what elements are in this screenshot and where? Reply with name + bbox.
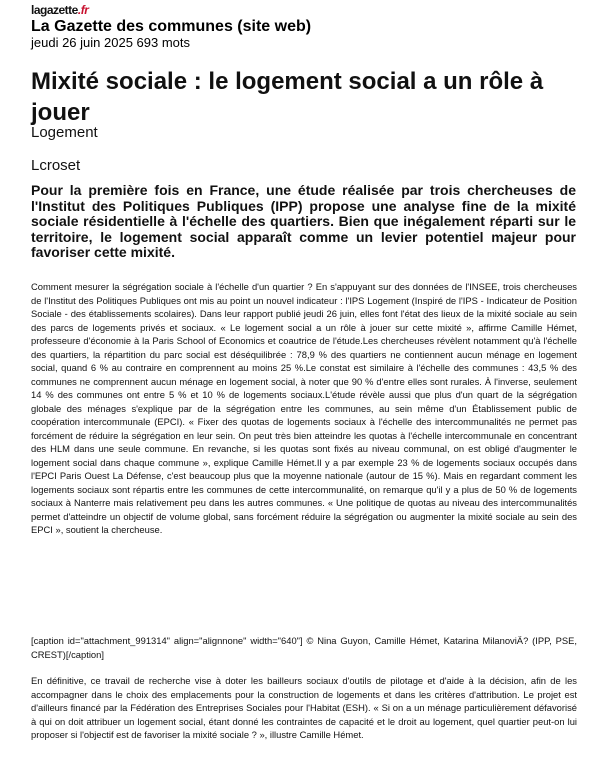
gazette-logo	[31, 3, 88, 19]
article-meta: jeudi 26 juin 2025 693 mots	[31, 35, 191, 50]
image-caption: [caption id="attachment_991314" align="alignnone" width="640"] © Nina Guyon, Camille Hémet, Katarina MilanoviÄ? (IPP, PSE, CREST)[/caption]	[31, 635, 577, 660]
article-lead: Pour la première fois en France, une étude réalisée par trois chercheuses de l'Institut des Politiques Publiques (IPP) propose une analyse fine de la mixité sociale résidentielle à l'échelle des quartiers. Bien que inégalement réparti sur le territoire, le logement social apparaît comme un levier potentiel majeur pour favoriser cette mixité.	[31, 182, 576, 260]
publication-name: La Gazette des communes (site web)	[31, 18, 312, 35]
logo-suffix: .fr	[77, 3, 89, 17]
article-paragraph: Comment mesurer la ségrégation sociale à l'échelle d'un quartier ? En s'appuyant sur des données de l'INSEE, trois chercheuses de l'Institut des Politiques Publiques ont mis au point un nouvel indicateur : l'IPS Logement (Inspiré de l'IPS - Indicateur de Position Sociale - des établissements scolaires). Dans leur rapport publié jeudi 26 juin, elles font l'état des lieux de la mixité sociale au sein des parcs de logements privés et sociaux. « Le logement social a un rôle à jouer sur cette mixité », affirme Camille Hémet, professeure d'économie à la Paris School of Economics et coautrice de l'étude.Les chercheuses révèlent notamment qu'à l'échelle des quartiers, la répartition du parc social est déséquilibrée : 78,9 % des quartiers ne contiennent aucun ménage en logement social, quand 6 % au contraire en comprennent au moins 25 %.Le constat est similaire à l'échelle des communes : 43,5 % des communes ne comprennent aucun ménage en logement social, à noter que 90 % d'entre elles sont rurales. À l'inverse, seulement 14 % des communes ont entre 5 % et 10 % de logements sociaux.L'étude révèle aussi que plus d'un quart de la ségrégation globale des ménages s'explique par de la ségrégation entre les communes, au sein même d'un Établissement public de coopération intercommunale (EPCI). « Fixer des quotas de logements sociaux à l'échelle des intercommunalités ne permet pas forcément de réduire la ségrégation en leur sein. On peut très bien atteindre les quotas à l'échelle intercommunale en concentrant des HLM dans une seule commune. En revanche, si les quotas sont fixés au niveau communal, on est obligé d'augmenter le logement social dans chaque commune », explique Camille Hémet.Il y a par exemple 23 % de logements sociaux occupés dans l'EPCI Paris Ouest La Défense, c'est beaucoup plus que la moyenne nationale (autour de 15 %). Mais en regardant comment les logements sociaux sont répartis entre les communes de cette intercommunalité, on remarque qu'il y a plus de 50 % de logements sociaux à Nanterre mais relativement peu dans les autres communes. « Une politique de quotas au niveau des intercommunalités permet d'atteindre un objectif de volume global, sans forcément réduire la ségrégation ou augmenter la mixité sociale au sein des EPCI », soutient la chercheuse.	[31, 281, 577, 535]
article-section: Logement	[31, 124, 98, 141]
logo-text: lagazette	[31, 3, 78, 17]
article-author: Lcroset	[31, 157, 81, 174]
article-title: Mixité sociale : le logement social a un rôle à jouer	[31, 68, 544, 126]
article-paragraph: En définitive, ce travail de recherche vise à doter les bailleurs sociaux d'outils de pilotage et d'aide à la décision, afin de les accompagner dans le choix des emplacements pour la construction de logements et dans les critères d'attribution. Le projet est d'ailleurs financé par la Fédération des Entreprises Sociales pour l'Habitat (ESH). « Si on a un ménage particulièrement défavorisé à qui on doit attribuer un logement social, étant donné les contraintes de capacité et le droit au logement, quel quartier peut-on lui proposer si l'objectif est de favoriser la mixité sociale ? », illustre Camille Hémet.	[31, 675, 577, 740]
